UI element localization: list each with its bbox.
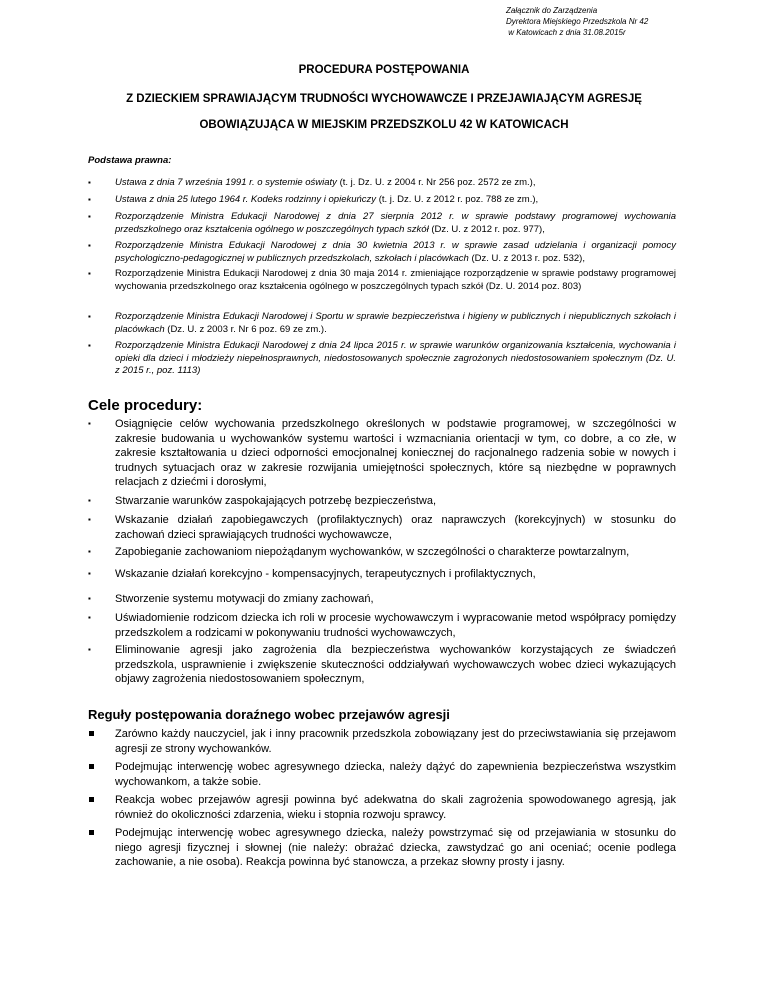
bullet-icon: ▪ (88, 613, 91, 622)
legal-item-ref: (t. j. Dz. U. z 2012 r. poz. 788 ze zm.), (376, 194, 539, 205)
rule-item (88, 826, 676, 870)
legal-item (88, 240, 676, 265)
rules-section (88, 707, 676, 722)
square-bullet-icon (89, 764, 94, 769)
bullet-icon: ▪ (88, 269, 91, 278)
bullet-icon: ▪ (88, 241, 91, 250)
legal-item-ref: Rozporządzenie Ministra Edukacji Narodowej z dnia 30 maja 2014 r. zmieniające rozporządzenie w sprawie podstawy programowej wychowania przedszkolnego oraz kształcenia ogólnego w poszczególnych typach szkół (Dz. U. 2014 poz. 803) (115, 268, 676, 292)
bullet-icon: ▪ (88, 594, 91, 603)
rule-item (88, 793, 676, 822)
legal-item (88, 194, 676, 207)
legal-basis-heading: Podstawa prawna: (88, 155, 172, 166)
goal-text: Wskazanie działań korekcyjno - kompensacyjnych, terapeutycznych i profilaktycznych, (115, 568, 536, 580)
legal-item (88, 311, 676, 336)
goal-item (88, 567, 676, 582)
goal-text: Zapobieganie zachowaniom niepożądanym wychowanków, w szczególności o charakterze powtarzalnym, (115, 546, 630, 558)
goal-item (88, 611, 676, 640)
goal-text: Eliminowanie agresji jako zagrożenia dla bezpieczeństwa wychowanków korzystających ze świadczeń przedszkola, usprawnienie i zwiększenie skuteczności oddziaływań wychowawczych wobec dzieci wykazujących objawy zagrożenia niedostosowaniem społecznym, (115, 644, 676, 685)
goal-item (88, 643, 676, 687)
legal-item (88, 340, 676, 378)
goal-item (88, 545, 676, 560)
rule-text: Podejmując interwencję wobec agresywnego dziecka, należy powstrzymać się od przejawiania w stosunku do niego agresji fizycznej i słownej (nie należy: obrażać dziecka, zawstydzać go ani oceniać; ocenie podlega zachowanie, a nie osoba). Reakcja powinna być stanowcza, a przekaz słowny prosty i jasny. (115, 827, 676, 868)
legal-basis-section (88, 155, 676, 166)
bullet-icon: ▪ (88, 645, 91, 654)
goal-text: Wskazanie działań zapobiegawczych (profilaktycznych) oraz naprawczych (korekcyjnych) w stosunku do zachowań dzieci sprawiających trudności wychowawcze, (115, 514, 676, 541)
goal-item (88, 417, 676, 490)
bullet-icon: ▪ (88, 195, 91, 204)
goal-item (88, 513, 676, 542)
attachment-note-line-2: Dyrektora Miejskiego Przedszkola Nr 42 (506, 17, 649, 26)
rule-text: Zarówno każdy nauczyciel, jak i inny pracownik przedszkola zobowiązany jest do przeciwstawiania się przejawom agresji ze strony wychowanków. (115, 728, 676, 755)
bullet-icon: ▪ (88, 312, 91, 321)
legal-item-ref: (Dz. U. z 2013 r. poz. 532), (468, 252, 585, 264)
bullet-icon: ▪ (88, 496, 91, 505)
goal-item (88, 494, 676, 509)
legal-item-title: Rozporządzenie Ministra Edukacji Narodowej z dnia 30 kwietnia 2013 r. w sprawie zasad udzielania i organizacji pomocy psychologiczno-pedagogicznej w publicznych przedszkolach, szkołach i placówkach (115, 240, 676, 264)
goals-heading: Cele procedury: (88, 397, 203, 414)
document-title-line-1: PROCEDURA POSTĘPOWANIA (298, 64, 470, 76)
bullet-icon: ▪ (88, 212, 91, 221)
goal-text: Uświadomienie rodzicom dziecka ich roli w procesie wychowawczym i wypracowanie metod współpracy pomiędzy przedszkolem a rodzicami w pokonywaniu trudności wychowawczych, (115, 612, 676, 639)
bullet-icon: ▪ (88, 515, 91, 524)
goal-text: Stwarzanie warunków zaspokajających potrzebę bezpieczeństwa, (115, 495, 437, 507)
rules-heading: Reguły postępowania doraźnego wobec przejawów agresji (88, 707, 450, 722)
legal-item-ref: (Dz. U. z 2003 r. Nr 6 poz. 69 ze zm.). (164, 323, 327, 335)
attachment-note (506, 5, 648, 38)
attachment-note-line-3: w Katowicach z dnia 31.08.2015r (506, 28, 626, 37)
square-bullet-icon (89, 830, 94, 835)
square-bullet-icon (89, 797, 94, 802)
rule-item (88, 727, 676, 756)
bullet-icon: ▪ (88, 569, 91, 578)
rule-item (88, 760, 676, 789)
legal-item-title: Rozporządzenie Ministra Edukacji Narodowej z dnia 27 sierpnia 2012 r. w sprawie podstawy programowej wychowania przedszkolnego oraz kształcenia ogólnego w poszczególnych typach szkół (115, 211, 676, 235)
legal-item (88, 211, 676, 236)
legal-item (88, 177, 676, 190)
bullet-icon: ▪ (88, 547, 91, 556)
legal-item-title: Rozporządzenie Ministra Edukacji Narodowej z dnia 24 lipca 2015 r. w sprawie warunków organizowania kształcenia, wychowania i opieki dla dzieci i młodzieży niepełnosprawnych, niedostosowanych społecznie zagrożonych niedostosowaniem społecznym (Dz. U. z 2015 r., poz. 1113) (115, 340, 676, 376)
document-title-line-3: OBOWIĄZUJĄCA W MIEJSKIM PRZEDSZKOLU 42 W KATOWICACH (199, 119, 569, 131)
legal-item-title: Ustawa z dnia 25 lutego 1964 r. Kodeks rodzinny i opiekuńczy (115, 194, 377, 205)
legal-item-title: Ustawa z dnia 7 września 1991 r. o systemie oświaty (115, 177, 337, 188)
legal-item-ref: (t. j. Dz. U. z 2004 r. Nr 256 poz. 2572 ze zm.), (336, 177, 536, 188)
bullet-icon: ▪ (88, 419, 91, 428)
rule-text: Podejmując interwencję wobec agresywnego dziecka, należy dążyć do zapewnienia bezpieczeństwa wszystkim wychowankom, a także sobie. (115, 761, 676, 788)
legal-item-ref: (Dz. U. z 2012 r. poz. 977), (428, 223, 545, 235)
bullet-icon: ▪ (88, 341, 91, 350)
document-title-line-2: Z DZIECKIEM SPRAWIAJĄCYM TRUDNOŚCI WYCHOWAWCZE I PRZEJAWIAJĄCYM AGRESJĘ (126, 93, 642, 105)
rule-text: Reakcja wobec przejawów agresji powinna być adekwatna do skali zagrożenia spowodowanego agresją, jak również do okoliczności zdarzenia, wieku i stopnia rozwoju sprawcy. (115, 794, 676, 821)
goal-item (88, 592, 676, 607)
goals-section (88, 397, 676, 414)
goal-text: Osiągnięcie celów wychowania przedszkolnego określonych w podstawie programowej, w szczególności w zakresie budowania u wychowanków systemu wartości i wzmacniania orientacji w tym, co dobre, a co złe, w zakresie kształtowania u dzieci odporności emocjonalnej koniecznej do racjonalnego radzenia sobie w nowych i trudnych sytuacjach oraz w zakresie rozwijania umiejętności społecznych, które są niezbędne w poprawnych relacjach z dziećmi i dorosłymi, (115, 418, 676, 488)
attachment-note-line-1: Załącznik do Zarządzenia (506, 6, 598, 15)
legal-item (88, 268, 676, 293)
bullet-icon: ▪ (88, 178, 91, 187)
legal-item-title: Rozporządzenie Ministra Edukacji Narodowej i Sportu w sprawie bezpieczeństwa i higieny w publicznych i niepublicznych szkołach i placówkach (115, 311, 676, 335)
square-bullet-icon (89, 731, 94, 736)
goal-text: Stworzenie systemu motywacji do zmiany zachowań, (115, 593, 374, 605)
